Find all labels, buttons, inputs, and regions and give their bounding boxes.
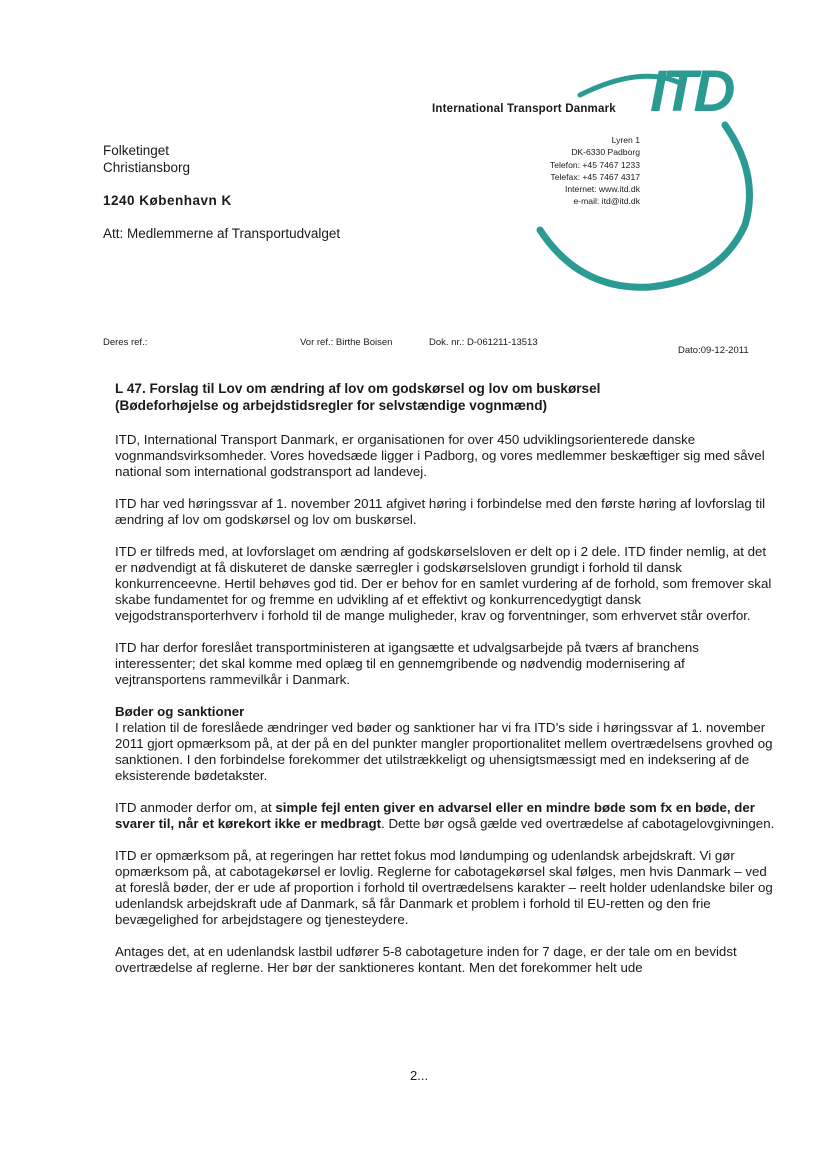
company-name: International Transport Danmark: [432, 103, 616, 115]
paragraph: [115, 800, 775, 832]
recipient-line: Folketinget: [103, 143, 170, 158]
contact-line[interactable]: Internet: www.itd.dk: [565, 184, 640, 195]
paragraph: I relation til de foreslåede ændringer ved bøder og sanktioner har vi fra ITD’s side i høringssvar af 1. november 2011 gjort opmærksom på, at der på en del punkter mangler proportionalitet mellem overtrædelsens grovhed og sanktionen. I den forbindelse forekommer det utilstrækkeligt og uhensigtsmæssigt med en indeksering af de eksisterende bødetakster.: [115, 720, 773, 783]
recipient-line: Christiansborg: [103, 160, 191, 175]
letter-body: [115, 380, 775, 992]
paragraph: ITD er tilfreds med, at lovforslaget om ændring af godskørselsloven er delt op i 2 dele. ITD finder nemlig, at det er nødvendigt at få diskuteret de danske særregler i godskørselsloven grundigt i forhold til dansk konkurrenceevne. Hertil behøves god tid. Der er behov for en samlet vurdering af de forhold, som fremover skal skabe fundamentet for og fremme en udvikling af et effektivt og konkurrencedygtigt dansk vejgodstransporterhverv i forhold til de mange muligheder, krav og forventninger, som erhvervet står overfor.: [115, 544, 772, 623]
ref-deres: Deres ref.:: [103, 337, 148, 348]
section-title: Bøder og sanktioner: [115, 704, 245, 719]
contact-line: Telefon: +45 7467 1233: [549, 159, 640, 170]
ref-vor: Vor ref.: Birthe Boisen: [300, 337, 393, 348]
contact-line[interactable]: e-mail: itd@itd.dk: [573, 196, 640, 207]
paragraph-text: . Dette bør også gælde ved overtrædelse af cabotagelovgivningen.: [381, 816, 775, 831]
heading-line: L 47. Forslag til Lov om ændring af lov om godskørsel og lov om buskørsel: [115, 381, 601, 396]
paragraph: ITD er opmærksom på, at regeringen har rettet fokus mod løndumping og udenlandsk arbejdskraft. Vi gør opmærksom på, at cabotagekørsel er lovlig. Reglerne for cabotagekørsel skal følges, men hvis Danmark – ved at foreslå bøder, der er ude af proportion i forhold til overtrædelsens karakter – reelt holder udenlandske biler og udenlandsk arbejdskraft ude af Danmark, så får Danmark et problem i forhold til EU-retten og den frie bevægelighed for arbejdstagere og tjenesteydere.: [115, 848, 773, 927]
itd-logo: ITD: [650, 59, 732, 124]
paragraph: ITD, International Transport Danmark, er organisationen for over 450 udviklingsorienterede danske vognmandsvirksomheder. Vores hovedsæde ligger i Padborg, og vores medlemmer beskæftiger sig med såvel national som international godstransport ad landevej.: [115, 432, 765, 479]
paragraph: Antages det, at en udenlandsk lastbil udfører 5-8 cabotageture inden for 7 dage, er der tale om en bevidst overtrædelse af reglerne. Her bør der sanktioneres kontant. Men det forekommer helt ude: [115, 944, 737, 975]
contact-line: Lyren 1: [611, 135, 640, 145]
paragraph: ITD har derfor foreslået transportministeren at igangsætte et udvalgsarbejde på tværs af branchens interessenter; det skal komme med oplæg til en gennemgribende og nødvendig modernisering af vejtransportens rammevilkår i Danmark.: [115, 640, 699, 687]
recipient-postal: 1240 København K: [103, 193, 232, 208]
recipient-att: Att: Medlemmerne af Transportudvalget: [103, 226, 341, 241]
letter-heading: [115, 380, 775, 414]
page-number: 2...: [410, 1068, 429, 1083]
paragraph-emphasis: simple fejl enten giver en advarsel eller en mindre bøde som fx en bøde, der svarer til, når et kørekort ikke er medbragt: [115, 800, 755, 831]
heading-line: (Bødeforhøjelse og arbejdstidsregler for selvstændige vognmænd): [115, 398, 548, 413]
contact-block: [550, 134, 640, 208]
contact-line: DK-6330 Padborg: [571, 147, 640, 158]
paragraph-text: ITD anmoder derfor om, at: [115, 800, 276, 815]
ref-date: Dato:09-12-2011: [678, 345, 749, 356]
paragraph: ITD har ved høringssvar af 1. november 2011 afgivet høring i forbindelse med den første høring af lovforslag til ændring af lov om godskørsel og lov om buskørsel.: [115, 496, 766, 527]
recipient-address: [103, 142, 232, 209]
ref-dok: Dok. nr.: D-061211-13513: [429, 337, 538, 348]
contact-line: Telefax: +45 7467 4317: [550, 171, 640, 182]
